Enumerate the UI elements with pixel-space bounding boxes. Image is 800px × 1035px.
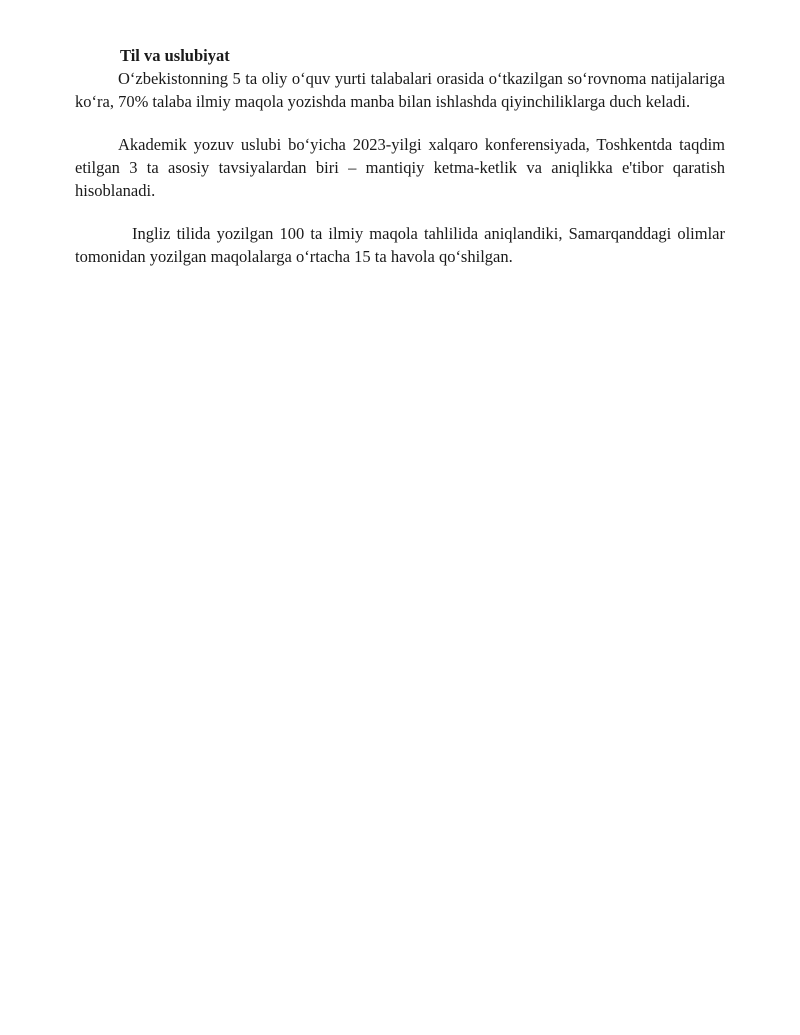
document-body: [75, 44, 725, 268]
paragraph-conference: Akademik yozuv uslubi bo‘yicha 2023-yilgi xalqaro konferensiyada, Toshkentda taqdim etilgan 3 ta asosiy tavsiyalardan biri – mantiqiy ketma-ketlik va aniqlikka e'tibor qaratish hisoblanadi.: [75, 135, 725, 200]
section-heading: Til va uslubiyat: [120, 46, 230, 65]
paragraph-analysis: Ingliz tilida yozilgan 100 ta ilmiy maqola tahlilida aniqlandiki, Samarqanddagi olimlar tomonidan yozilgan maqolalarga o‘rtacha 15 ta havola qo‘shilgan.: [75, 224, 725, 266]
paragraph-survey: O‘zbekistonning 5 ta oliy o‘quv yurti talabalari orasida o‘tkazilgan so‘rovnoma natijalariga ko‘ra, 70% talaba ilmiy maqola yozishda manba bilan ishlashda qiyinchiliklarga duch keladi.: [75, 69, 725, 111]
